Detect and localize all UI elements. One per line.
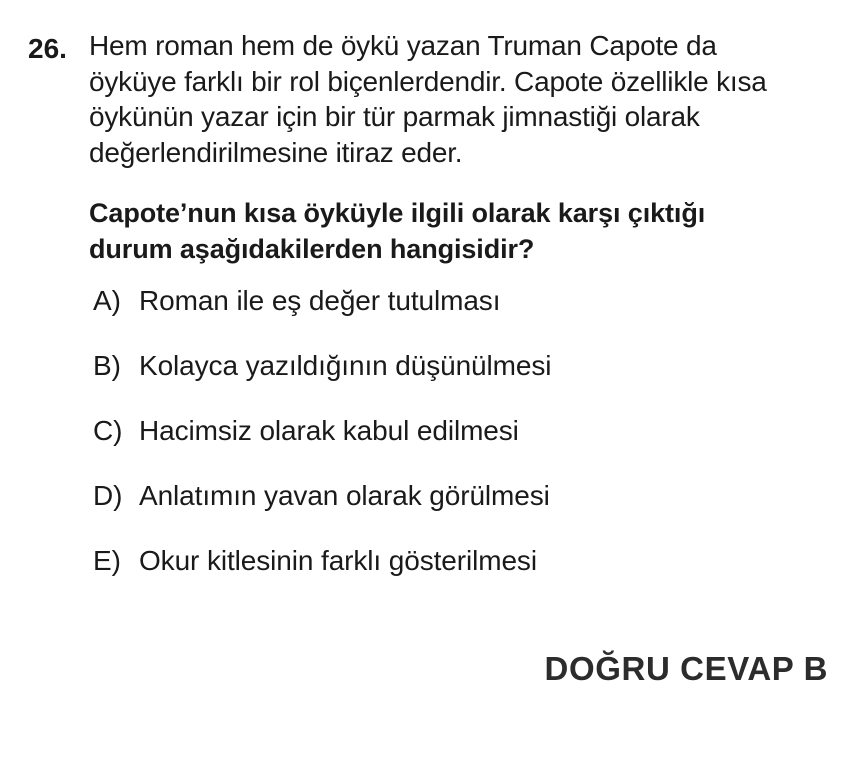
prompt-line: Capote’nun kısa öyküyle ilgili olarak karşı çıktığı [89, 198, 706, 228]
question-stem [89, 28, 839, 170]
option-d [89, 478, 839, 543]
option-text: Kolayca yazıldığının düşünülmesi [139, 350, 552, 381]
option-text: Hacimsiz olarak kabul edilmesi [139, 415, 519, 446]
correct-answer-label: DOĞRU CEVAP B [544, 650, 828, 687]
stem-line: değerlendirilmesine itiraz eder. [89, 136, 463, 168]
option-text: Okur kitlesinin farklı gösterilmesi [139, 545, 537, 576]
stem-line: öykünün yazar için bir tür parmak jimnastiği olarak [89, 101, 700, 132]
prompt-line: durum aşağıdakilerden hangisidir? [89, 234, 535, 264]
option-letter: C) [93, 415, 123, 446]
question-number: 26. [28, 33, 67, 64]
option-letter: E) [93, 545, 121, 576]
stem-line: Hem roman hem de öykü yazan Truman Capote da [89, 30, 717, 61]
option-letter: D) [93, 480, 123, 511]
stem-line: öyküye farklı bir rol biçenlerdendir. Capote özellikle kısa [89, 65, 767, 97]
option-b [89, 348, 839, 413]
option-c [89, 413, 839, 478]
option-a [89, 283, 839, 348]
option-e [89, 543, 839, 608]
option-letter: A) [93, 285, 121, 316]
option-letter: B) [93, 350, 121, 381]
question-body [89, 28, 839, 608]
question-prompt [89, 195, 839, 267]
option-text: Roman ile eş değer tutulması [139, 285, 501, 316]
answer-options [89, 283, 839, 608]
option-text: Anlatımın yavan olarak görülmesi [139, 480, 550, 511]
